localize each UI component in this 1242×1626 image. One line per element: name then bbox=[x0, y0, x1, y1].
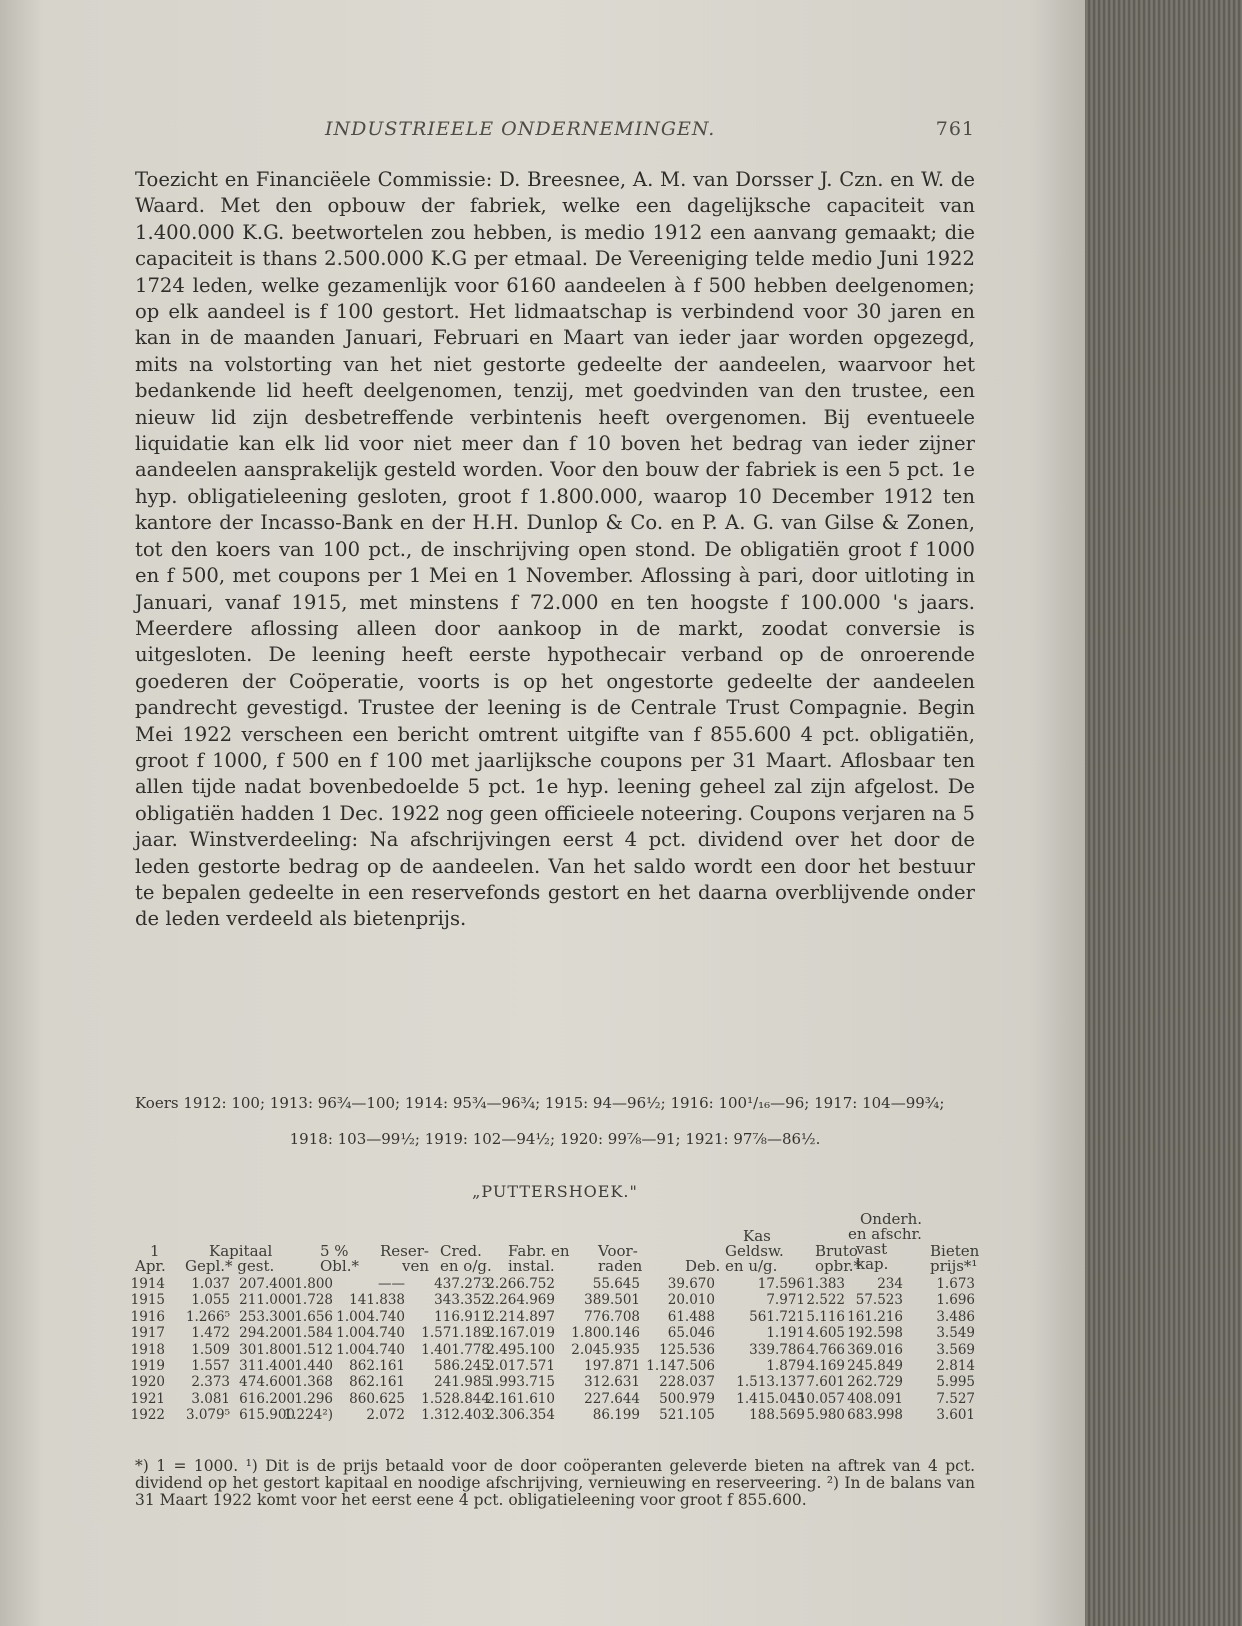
table-cell: 197.871 bbox=[584, 1357, 640, 1374]
table-cell: 39.670 bbox=[667, 1276, 715, 1292]
col-header-kas: Kas Geldsw. Deb. en u/g. bbox=[685, 1227, 784, 1275]
table-cell: 1.415.045 bbox=[736, 1390, 805, 1407]
table-title: „PUTTERSHOEK." bbox=[472, 1182, 638, 1201]
table-cell: 2.266.752 bbox=[486, 1276, 555, 1292]
table-cell: 3.549 bbox=[936, 1325, 975, 1342]
table-cell: 2.495.100 bbox=[486, 1341, 555, 1358]
table-cell: 2.072 bbox=[366, 1407, 405, 1424]
table-row bbox=[130, 1292, 975, 1309]
table-row bbox=[130, 1325, 975, 1342]
table-cell: 4.169 bbox=[806, 1357, 845, 1374]
table-cell: 10.057 bbox=[797, 1390, 845, 1407]
table-cell: 1917 bbox=[130, 1325, 165, 1342]
table-cell: 253.300 bbox=[239, 1308, 295, 1325]
table-cell: 776.708 bbox=[584, 1308, 640, 1325]
table-cell: 1.401.778 bbox=[421, 1341, 490, 1358]
table-cell: 234 bbox=[877, 1276, 903, 1292]
col-header-year: 1 Apr. bbox=[135, 1242, 166, 1275]
table-cell: 57.523 bbox=[855, 1292, 903, 1309]
table-cell: 1922 bbox=[130, 1407, 165, 1424]
table-cell: 1.993.715 bbox=[486, 1374, 555, 1391]
table-cell: 5.980 bbox=[806, 1407, 845, 1424]
table-body bbox=[130, 1276, 975, 1424]
table-cell: 343.352 bbox=[434, 1292, 490, 1309]
table-cell: 228.037 bbox=[659, 1374, 715, 1391]
table-cell: 1.004.740 bbox=[336, 1341, 405, 1358]
body-paragraph: Toezicht en Financiëele Commissie: D. Breesnee, A. M. van Dorsser J. Czn. en W. de Waard. Met den opbouw der fabriek, welke een dagelijksche capaciteit van 1.400.000 K.G. beetwortelen zou hebben, is medio 1912 een aanvang gemaakt; die capaciteit is thans 2.500.000 K.G per etmaal. De Vereeniging telde medio Juni 1922 1724 leden, welke gezamenlijk voor 6160 aandeelen à f 500 hebben deelgenomen; op elk aandeel is f 100 gestort. Het lidmaatschap is verbindend voor 30 jaren en kan in de maanden Januari, Februari en Maart van ieder jaar worden opgezegd, mits na volstorting van het niet gestorte gedeelte der aandeelen, waarvoor het bedankende lid heeft deelgenomen, tenzij, met goedvinden van den trustee, een nieuw lid zijn desbetreffende verbintenis heeft overgenomen. Bij eventueele liquidatie kan elk lid voor niet meer dan f 10 boven het bedrag van ieder zijner aandeelen aansprakelijk gesteld worden. Voor den bouw der fabriek is een 5 pct. 1e hyp. obligatieleening gesloten, groot f 1.800.000, waarop 10 December 1912 ten kantore der Incasso-Bank en der H.H. Dunlop & Co. en P. A. G. van Gilse & Zonen, tot den koers van 100 pct., de inschrijving open stond. De obligatiën groot f 1000 en f 500, met coupons per 1 Mei en 1 November. Aflossing à pari, door uitloting in Januari, vanaf 1915, met minstens f 72.000 en ten hoogste f 100.000 's jaars. Meerdere aflossing alleen door aankoop in de markt, zoodat conversie is uitgesloten. De leening heeft eerste hypothecair verband op de onroerende goederen der Coöperatie, voorts is op het ongestorte gedeelte der aandeelen pandrecht gevestigd. Trustee der leening is de Centrale Trust Compagnie. Begin Mei 1922 verscheen een bericht omtrent uitgifte van f 855.600 4 pct. obligatiën, groot f 1000, f 500 en f 100 met jaarlijksche coupons per 31 Maart. Aflosbaar ten allen tijde nadat bovenbedoelde 5 pct. 1e hyp. leening geheel zal zijn afgelost. De obligatiën hadden 1 Dec. 1922 nog geen officieele noteering. Coupons verjaren na 5 jaar. Winstverdeeling: Na afschrijvingen eerst 4 pct. dividend over het door de leden gestorte bedrag op de aandeelen. Van het saldo wordt een door het bestuur te bepalen gedeelte in een reservefonds gestort en het daarna overblijvende onder de leden verdeeld als bietenprijs. bbox=[135, 168, 975, 931]
table-cell: 1.472 bbox=[191, 1325, 230, 1342]
table-cell: 301.800 bbox=[239, 1341, 295, 1358]
table-cell: 1914 bbox=[130, 1276, 165, 1292]
table-cell: 1.673 bbox=[936, 1276, 975, 1292]
table-cell: 1.147.506 bbox=[646, 1357, 715, 1374]
table-cell: 3.486 bbox=[936, 1308, 975, 1325]
table-cell: 3.079⁵ bbox=[185, 1407, 230, 1424]
table-cell: 474.600 bbox=[239, 1374, 295, 1391]
table-cell: 369.016 bbox=[847, 1341, 903, 1358]
table-cell: 7.601 bbox=[806, 1374, 845, 1391]
footnote: *) 1 = 1000. ¹) Dit is de prijs betaald voor de door coöperanten geleverde bieten na aftrek van 4 pct. dividend op het gestort kapitaal en noodige afschrijving, vernieuwing en reserveering. ²) In de balans van 31 Maart 1922 komt voor het eerst eene 4 pct. obligatieleening voor groot f 855.600. bbox=[135, 1457, 975, 1509]
table-cell: 1.191 bbox=[766, 1325, 805, 1342]
table-cell: 61.488 bbox=[667, 1308, 715, 1325]
table-cell: 3.569 bbox=[936, 1341, 975, 1358]
table-cell: 1.004.740 bbox=[336, 1325, 405, 1342]
col-header-crediteuren: Cred. en o/g. bbox=[440, 1242, 492, 1275]
table-row bbox=[130, 1357, 975, 1374]
table-cell: 1921 bbox=[130, 1390, 165, 1407]
table-cell: 521.105 bbox=[659, 1407, 715, 1424]
table-cell: 586.245 bbox=[434, 1357, 490, 1374]
table-cell: 3.601 bbox=[936, 1407, 975, 1424]
col-header-voorraden: Voor- raden bbox=[598, 1242, 643, 1275]
table-cell: 1.383 bbox=[806, 1276, 845, 1292]
table-cell: 2.214.897 bbox=[486, 1308, 555, 1325]
table-cell: 311.400 bbox=[239, 1357, 295, 1374]
table-cell: —— bbox=[378, 1276, 405, 1292]
table-cell: 2.161.610 bbox=[486, 1390, 555, 1407]
table-cell: 262.729 bbox=[847, 1374, 903, 1391]
table-cell: 616.200 bbox=[239, 1390, 295, 1407]
running-title: INDUSTRIEELE ONDERNEMINGEN. bbox=[325, 118, 716, 140]
table-cell: 561.721 bbox=[749, 1308, 805, 1325]
table-cell: 125.536 bbox=[659, 1341, 715, 1358]
table-cell: 437.273 bbox=[434, 1276, 490, 1292]
table-cell: 227.644 bbox=[584, 1390, 640, 1407]
table-cell: 2.306.354 bbox=[486, 1407, 555, 1424]
table-cell: 1915 bbox=[130, 1292, 165, 1309]
table-cell: 7.971 bbox=[766, 1292, 805, 1309]
table-cell: 2.045.935 bbox=[571, 1341, 640, 1358]
table-cell: 1.004.740 bbox=[336, 1308, 405, 1325]
table-row bbox=[130, 1407, 975, 1424]
table-cell: 55.645 bbox=[592, 1276, 640, 1292]
table-cell: 86.199 bbox=[592, 1407, 640, 1424]
table-cell: 312.631 bbox=[584, 1374, 640, 1391]
table-cell: 17.596 bbox=[757, 1276, 805, 1292]
table-cell: 4.605 bbox=[806, 1325, 845, 1342]
table-cell: 339.786 bbox=[749, 1341, 805, 1358]
table-cell: 389.501 bbox=[584, 1292, 640, 1309]
table-cell: 1.440 bbox=[294, 1357, 333, 1374]
col-header-bruto: Bruto opbr.* bbox=[815, 1242, 862, 1275]
table-cell: 188.569 bbox=[749, 1407, 805, 1424]
table-cell: 7.527 bbox=[936, 1390, 975, 1407]
col-header-fabriek: Fabr. en instal. bbox=[508, 1242, 570, 1275]
table-cell: 2.522 bbox=[806, 1292, 845, 1309]
table-cell: 1.266⁵ bbox=[185, 1308, 230, 1325]
col-header-bietenprijs: Bieten prijs*¹ bbox=[930, 1242, 980, 1275]
table-cell: 1.055 bbox=[191, 1292, 230, 1309]
table-cell: 1.656 bbox=[294, 1308, 333, 1325]
table-cell: 1.224²) bbox=[283, 1407, 333, 1424]
table-cell: 2.814 bbox=[936, 1357, 975, 1374]
table-cell: 1.296 bbox=[294, 1390, 333, 1407]
col-header-kapitaal: Kapitaal Gepl.* gest. bbox=[185, 1242, 275, 1275]
table-cell: 408.091 bbox=[847, 1390, 903, 1407]
table-cell: 1.879 bbox=[766, 1357, 805, 1374]
table-cell: 207.400 bbox=[239, 1276, 295, 1292]
table-cell: 161.216 bbox=[847, 1308, 903, 1325]
table-cell: 1.696 bbox=[936, 1292, 975, 1309]
table-cell: 1.800 bbox=[294, 1276, 333, 1292]
table-cell: 1.571.189 bbox=[421, 1325, 490, 1342]
col-header-reserven: Reser- ven bbox=[380, 1242, 430, 1275]
table-row bbox=[130, 1374, 975, 1391]
table-cell: 1920 bbox=[130, 1374, 165, 1391]
table-cell: 1918 bbox=[130, 1341, 165, 1358]
body-text-block bbox=[135, 167, 975, 933]
table-cell: 192.598 bbox=[847, 1325, 903, 1342]
table-cell: 1.584 bbox=[294, 1325, 333, 1342]
book-page-edges bbox=[1085, 0, 1242, 1626]
table-cell: 211.000 bbox=[239, 1292, 295, 1309]
table-cell: 1.037 bbox=[191, 1276, 230, 1292]
table-cell: 1.528.844 bbox=[421, 1390, 490, 1407]
table-cell: 20.010 bbox=[667, 1292, 715, 1309]
col-header-onderhoud: Onderh. en afschr. vast kap. bbox=[848, 1210, 923, 1273]
table-cell: 1.800.146 bbox=[571, 1325, 640, 1342]
koers-line-2: 1918: 103—99½; 1919: 102—94½; 1920: 99⅞—91; 1921: 97⅞—86½. bbox=[289, 1130, 821, 1148]
table-cell: 2.017.571 bbox=[486, 1357, 555, 1374]
table-cell: 1916 bbox=[130, 1308, 165, 1325]
table-cell: 683.998 bbox=[847, 1407, 903, 1424]
table-cell: 116.911 bbox=[434, 1308, 490, 1325]
page-number: 761 bbox=[935, 118, 975, 140]
table-cell: 1919 bbox=[130, 1357, 165, 1374]
table-row bbox=[130, 1308, 975, 1325]
table-cell: 1.728 bbox=[294, 1292, 333, 1309]
table-cell: 2.264.969 bbox=[486, 1292, 555, 1309]
table-cell: 1.512 bbox=[294, 1341, 333, 1358]
table-cell: 3.081 bbox=[191, 1390, 230, 1407]
table-cell: 615.900 bbox=[239, 1407, 295, 1424]
table-cell: 1.513.137 bbox=[736, 1374, 805, 1391]
table-cell: 1.557 bbox=[191, 1357, 230, 1374]
table-cell: 862.161 bbox=[349, 1357, 405, 1374]
table-cell: 4.766 bbox=[806, 1341, 845, 1358]
table-cell: 860.625 bbox=[349, 1390, 405, 1407]
table-cell: 2.373 bbox=[191, 1374, 230, 1391]
table-cell: 294.200 bbox=[239, 1325, 295, 1342]
koers-line-1: Koers 1912: 100; 1913: 96¾—100; 1914: 95¾—96¾; 1915: 94—96½; 1916: 100¹/₁₆—96; 1917: 104—99¾; bbox=[135, 1094, 945, 1112]
table-cell: 141.838 bbox=[349, 1292, 405, 1309]
table-cell: 1.368 bbox=[294, 1374, 333, 1391]
col-header-obligaties: 5 % Obl.* bbox=[320, 1242, 359, 1275]
table-cell: 241.985 bbox=[434, 1374, 490, 1391]
table-cell: 65.046 bbox=[667, 1325, 715, 1342]
table-row bbox=[130, 1390, 975, 1407]
table-cell: 2.167.019 bbox=[486, 1325, 555, 1342]
table-cell: 862.161 bbox=[349, 1374, 405, 1391]
table-cell: 5.116 bbox=[806, 1308, 845, 1325]
table-row bbox=[130, 1341, 975, 1358]
table-cell: 5.995 bbox=[936, 1374, 975, 1391]
table-cell: 1.312.403 bbox=[421, 1407, 490, 1424]
table-row bbox=[130, 1276, 975, 1292]
table-cell: 1.509 bbox=[191, 1341, 230, 1358]
table-cell: 500.979 bbox=[659, 1390, 715, 1407]
table-cell: 245.849 bbox=[847, 1357, 903, 1374]
